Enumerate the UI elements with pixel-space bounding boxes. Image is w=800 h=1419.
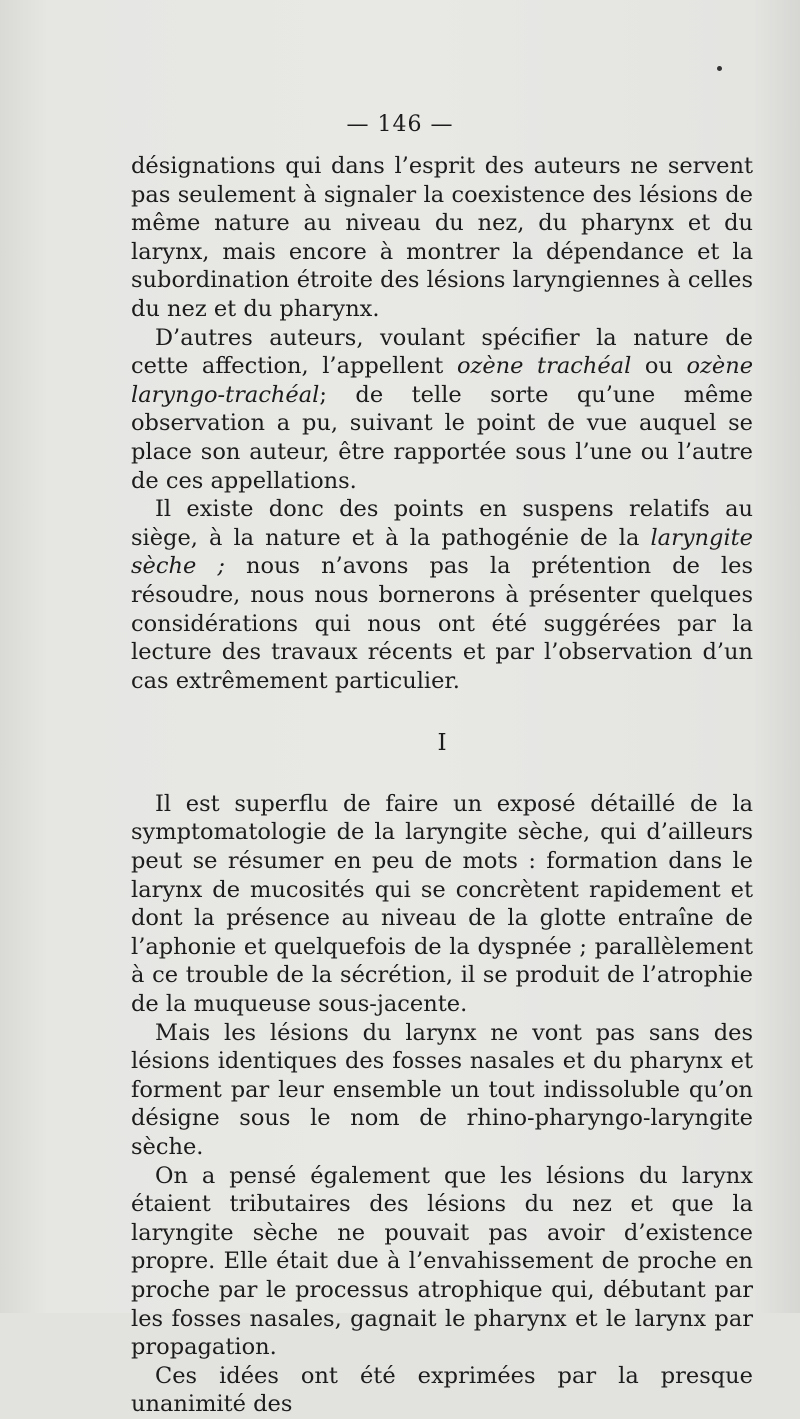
italic-term: laryngite sèche ; xyxy=(131,524,753,580)
italic-term: ozène laryngo-trachéal xyxy=(131,353,754,408)
paragraph xyxy=(131,790,753,1019)
text-run: D’autres auteurs, voulant spécifier la nature de cette affection, l’appellent xyxy=(131,324,753,380)
paragraph xyxy=(131,1162,753,1362)
paragraph xyxy=(131,324,753,496)
text-run: ; de telle sorte qu’une même observation a pu, suivant le point de vue auquel se place son auteur, être rapportée sous l’une ou l’autre de ces appellations. xyxy=(131,381,753,494)
text-run: ou xyxy=(631,353,687,380)
text-run: On a pensé également que les lésions du larynx étaient tributaires des lésions du nez et que la laryngite sèche ne pouvait pas avoir d’existence propre. Elle était due à l’envahissement de proche en proche par le processus atrophique qui, débutant par les fosses nasales, gagnait le pharynx et le larynx par propagation. xyxy=(131,1162,753,1361)
text-run: Mais les lésions du larynx ne vont pas sans des lésions identiques des fosses nasales et du pharynx et forment par leur ensemble un tout indissoluble qu’on désigne sous le nom de rhino-pharyngo-laryngite sèche. xyxy=(131,1019,753,1160)
text-run: désignations qui dans l’esprit des auteurs ne servent pas seulement à signaler la coexistence des lésions de même nature au niveau du nez, du pharynx et du larynx, mais encore à montrer la dépendance et la subordination étroite des lésions laryngiennes à celles du nez et du pharynx. xyxy=(131,153,753,322)
text-run: nous n’avons pas la prétention de les résoudre, nous nous bornerons à présenter quelques considérations qui nous ont été suggérées par la lecture des travaux récents et par l’observation d’un cas extrêmement particulier. xyxy=(131,553,753,694)
paragraph xyxy=(131,1362,753,1419)
text-run: Ces idées ont été exprimées par la presque unanimité des xyxy=(131,1362,753,1418)
text-run: Il est superflu de faire un exposé détaillé de la symptomatologie de la laryngite sèche, qui d’ailleurs peut se résumer en peu de mots : formation dans le larynx de mucosités qui se concrètent rapidement et dont la présence au niveau de la glotte entraîne de l’aphonie et quelquefois de la dyspnée ; parallèlement à ce trouble de la sécrétion, il se produit de l’atrophie de la muqueuse sous-jacente. xyxy=(131,790,753,1018)
paragraph xyxy=(131,152,753,324)
paragraphs-after-section xyxy=(131,790,753,1419)
section-heading: I xyxy=(437,730,447,757)
ink-speck xyxy=(717,66,722,71)
body-text xyxy=(131,152,753,1419)
italic-term: ozène trachéal xyxy=(456,353,632,380)
page-number: — 146 — xyxy=(346,112,454,137)
text-run: Il existe donc des points en suspens relatifs au siège, à la nature et à la pathogénie de la xyxy=(131,496,753,551)
paragraph xyxy=(131,495,753,695)
paragraph xyxy=(131,1019,753,1162)
paragraphs-before-section xyxy=(131,152,753,695)
